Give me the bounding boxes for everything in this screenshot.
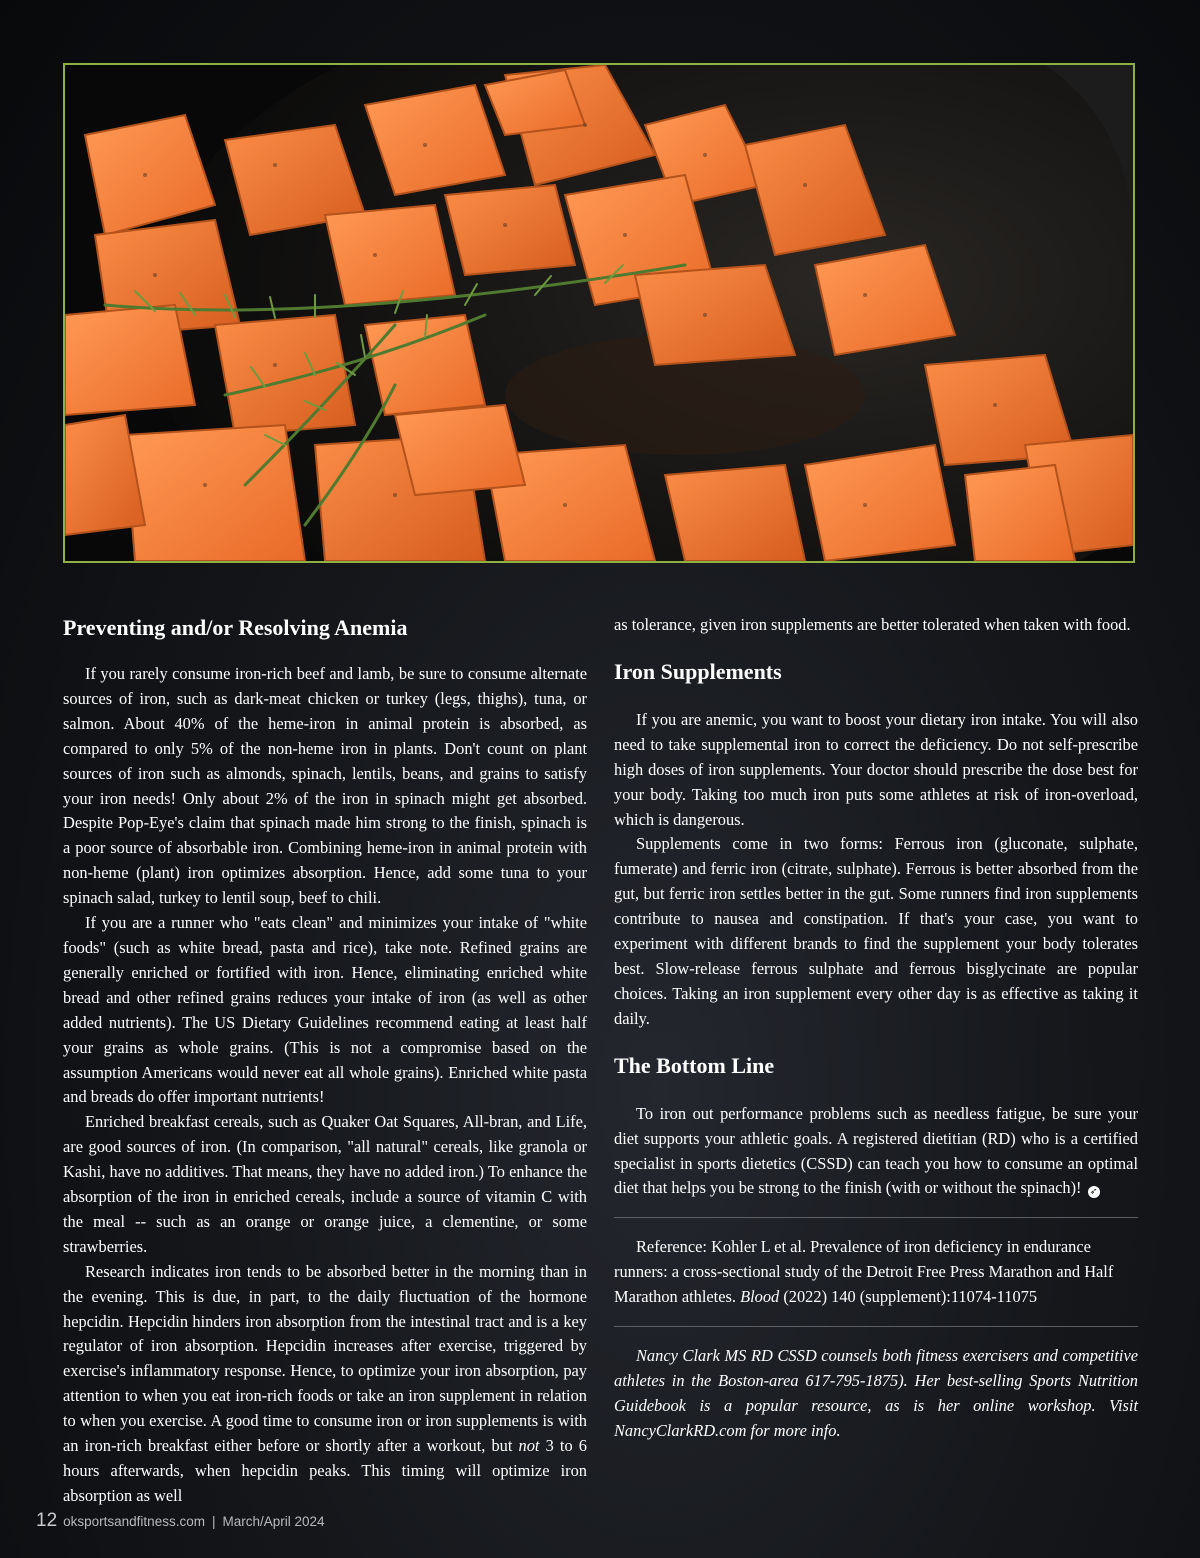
left-column: [63, 612, 587, 1509]
divider: [614, 1326, 1138, 1327]
sweet-potato-skillet-photo: [65, 65, 1133, 561]
body-text: Research indicates iron tends to be absorbed better in the morning than in the evening. This is due, in part, to the daily fluctuation of the hormone hepcidin. Hepcidin hinders iron absorption from the intestinal tract and is a key regulator of iron absorption. Hepcidin increases after exercise, triggered by exercise's inflammatory response. Hence, to optimize your iron absorption, pay attention to when you eat iron-rich foods or take an iron supplement in relation to when you exercise. A good time to consume iron or iron supplements is with an iron-rich breakfast either before or shortly after a workout, but: [63, 1261, 587, 1456]
reference-text: Reference: Kohler L et al. Prevalence of iron deficiency in endurance runners: a cross-sectional study of the Detroit Free Press Marathon and Half Marathon athletes.: [614, 1237, 1114, 1307]
page-footer: [36, 1510, 325, 1532]
body-text: To iron out performance problems such as needless fatigue, be sure your diet supports your athletic goals. A registered dietitian (RD) who is a certified specialist in sports dietetics (CSSD) can teach you how to consume an optimal diet that helps you be strong to the finish (with or without the spinach)!: [614, 1103, 1138, 1198]
site-name: oksportsandfitness.com: [63, 1514, 205, 1529]
right-column: [614, 613, 1138, 1444]
section-heading-bottom-line: The Bottom Line: [614, 1052, 775, 1078]
body-paragraph: If you rarely consume iron-rich beef and lamb, be sure to consume alternate sources of iron, such as dark-meat chicken or turkey (legs, thighs), tuna, or salmon. About 40% of the heme-iron in animal protein is absorbed, as compared to only 5% of the non-heme iron in plants. Don't count on plant sources of iron such as almonds, spinach, lentils, beans, and grains to satisfy your iron needs! Only about 2% of the iron in spinach might get absorbed. Despite Pop-Eye's claim that spinach made him strong to the finish, spinach is a poor source of absorbable iron. Combining heme-iron in animal protein with non-heme (plant) iron optimizes absorption. Hence, add some tuna to your spinach salad, turkey to lentil soup, beef to chili.: [63, 664, 587, 908]
journal-name: Blood: [740, 1287, 780, 1307]
section-heading-iron-supplements: Iron Supplements: [614, 658, 782, 684]
hero-photo: [63, 63, 1135, 563]
body-paragraph: If you are anemic, you want to boost your dietary iron intake. You will also need to take supplemental iron to correct the deficiency. Do not self-prescribe high doses of iron supplements. Your doctor should prescribe the dose best for your body. Taking too much iron puts some athletes at risk of iron-overload, which is dangerous.: [614, 709, 1138, 829]
continued-paragraph: as tolerance, given iron supplements are better tolerated when taken with food.: [614, 615, 1131, 634]
page-number: 12: [36, 1510, 58, 1531]
runner-end-mark-icon: ➶: [1088, 1186, 1100, 1198]
emphasis-text: not: [518, 1436, 540, 1456]
body-paragraph: If you are a runner who "eats clean" and minimizes your intake of "white foods" (such as white bread, pasta and rice), take note. Refined grains are generally enriched or fortified with iron. Hence, eliminating enriched white bread and other refined grains reduces your intake of iron (as well as other added nutrients). The US Dietary Guidelines recommend eating at least half your grains as whole grains. (This is not a compromise based on the assumption Americans would never eat all whole grains). Enriched white pasta and breads do offer important nutrients!: [63, 913, 587, 1107]
body-text: 3 to 6 hours afterwards, when hepcidin peaks. This timing will optimize iron absorption as well: [63, 1436, 587, 1505]
divider: [614, 1217, 1138, 1218]
reference-text: (2022) 140 (supplement):11074-11075: [779, 1287, 1038, 1307]
body-paragraph: Enriched breakfast cereals, such as Quaker Oat Squares, All-bran, and Life, are good sources of iron. (In comparison, "all natural" cereals, like granola or Kashi, have no additives. That means, they have no added iron.) To enhance the absorption of the iron in enriched cereals, include a source of vitamin C with the meal -- such as an orange or orange juice, a clementine, or some strawberries.: [63, 1112, 587, 1256]
body-paragraph: Supplements come in two forms: Ferrous iron (gluconate, sulphate, fumerate) and ferric iron (citrate, sulphate). Ferrous is better absorbed from the gut, but ferric iron settles better in the gut. Some runners find iron supplements contribute to nausea and constipation. If that's your case, you want to experiment with different brands to find the supplement your body tolerates best. Slow-release ferrous sulphate and ferrous bisglycinate are popular choices. Taking an iron supplement every other day is as effective as taking it daily.: [614, 834, 1138, 1028]
body-paragraph: [614, 1102, 1138, 1202]
section-heading-anemia: Preventing and/or Resolving Anemia: [63, 615, 408, 640]
body-paragraph: [63, 1260, 587, 1509]
reference-citation: [614, 1235, 1138, 1310]
issue-date: March/April 2024: [222, 1514, 325, 1529]
footer-separator: |: [211, 1514, 216, 1529]
author-bio: Nancy Clark MS RD CSSD counsels both fitness exercisers and competitive athletes in the Boston-area 617-795-1875). Her best-selling Sports Nutrition Guidebook is a popular resource, as is her online workshop. Visit NancyClarkRD.com for more info.: [614, 1346, 1138, 1440]
